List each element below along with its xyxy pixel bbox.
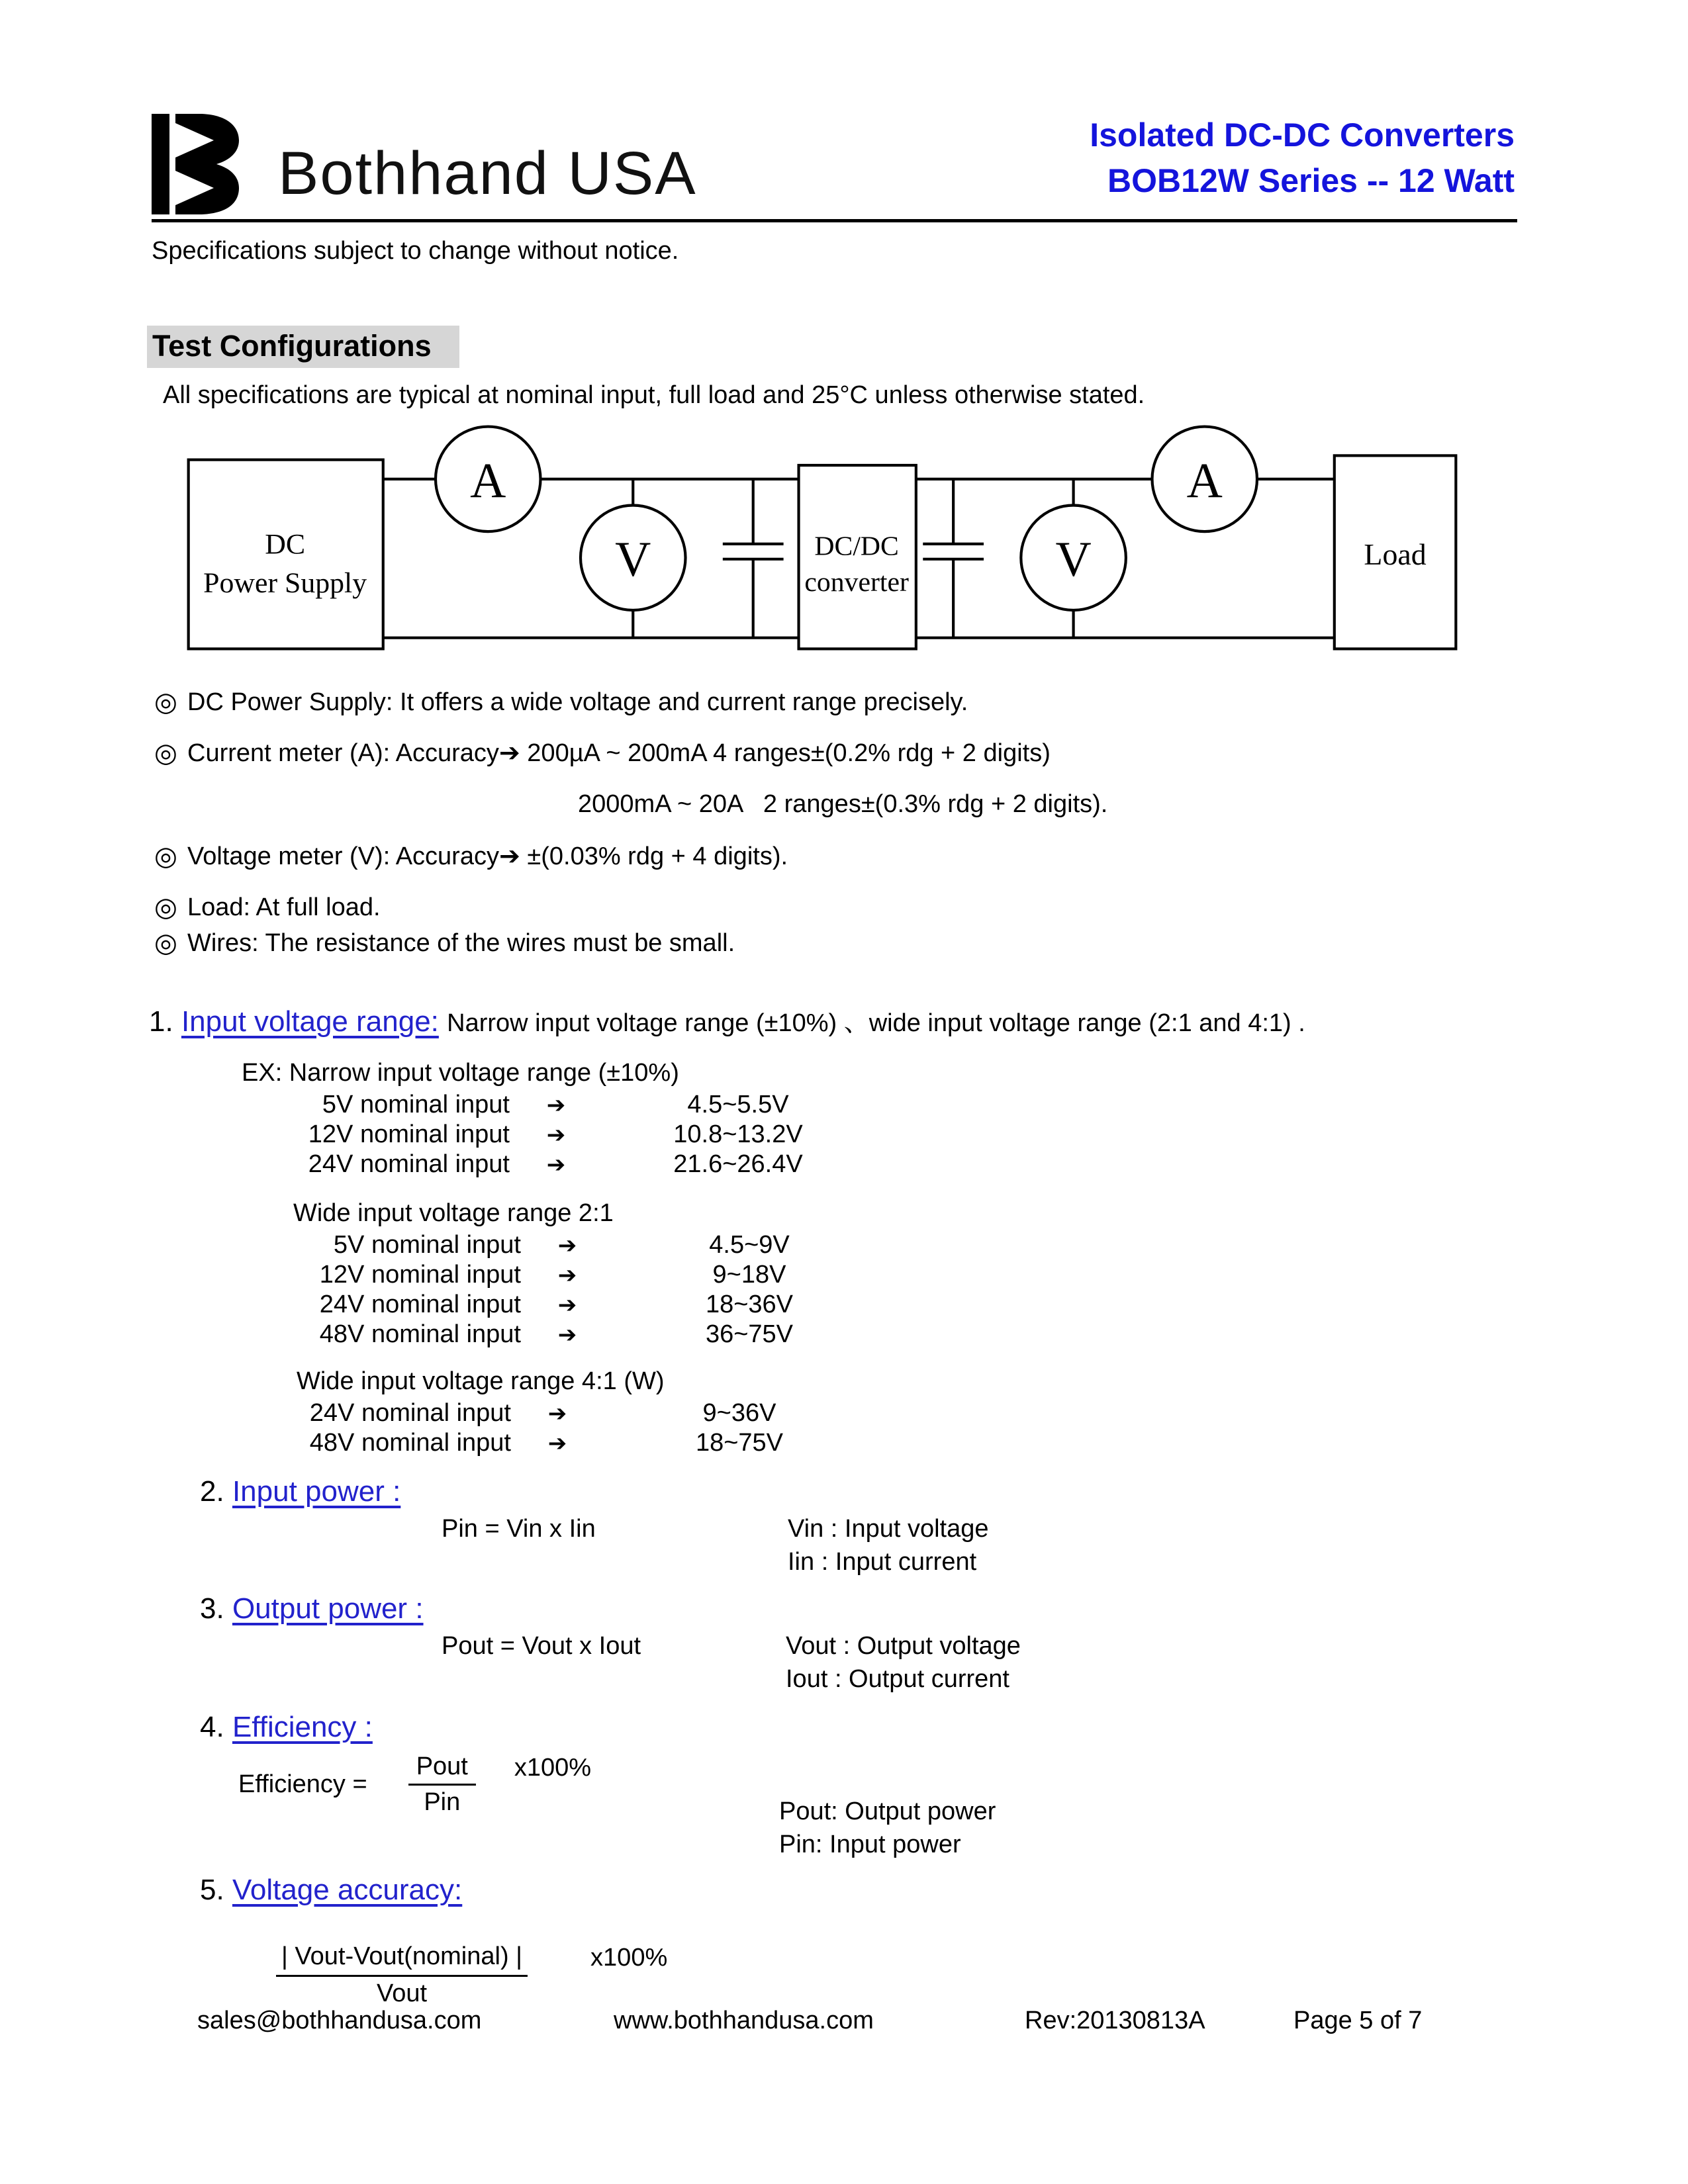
- note-dc-power-supply: ◎ DC Power Supply: It offers a wide voltage and current range precisely.: [154, 686, 1544, 719]
- footer-page-number: Page 5 of 7: [1293, 2007, 1423, 2034]
- note-current-meter-continued: 2000mA ~ 20A 2 ranges±(0.3% rdg + 2 digits).: [578, 790, 1108, 818]
- arrow-icon: ➔: [557, 1322, 577, 1347]
- efficiency-legend: Pout: Output power Pin: Input power: [779, 1797, 996, 1858]
- efficiency-formula: Efficiency = $\frac{\text{Pout}}{\text{Pin}}$ x100%: [238, 1752, 592, 1816]
- note-load: ◎ Load: At full load.: [154, 891, 1544, 924]
- arrow-icon: ➔: [547, 1401, 567, 1426]
- note-voltage-meter: ◎ Voltage meter (V): Accuracy➔ ±(0.03% rdg + 4 digits).: [154, 840, 1544, 873]
- wide-21-table: [150, 1231, 885, 1350]
- bullseye-bullet-icon: ◎: [154, 842, 177, 871]
- footer-revision: Rev:20130813A: [1025, 2007, 1205, 2034]
- fraction: $\frac{\text{| Vout-Vout(nominal) |}}{\text{Vout}}$: [276, 1942, 528, 2008]
- input-power-legend: Vin : Input voltage Iin : Input current: [788, 1515, 989, 1576]
- section-title-test-configurations: Test Configurations: [147, 326, 459, 368]
- section-5-heading: 5. Voltage accuracy:: [200, 1874, 463, 1906]
- input-voltage-range-title: Input voltage range:: [181, 1005, 439, 1038]
- bullseye-bullet-icon: ◎: [154, 688, 177, 717]
- input-power-title: Input power :: [232, 1475, 401, 1508]
- narrow-range-example-title: EX: Narrow input voltage range (±10%): [242, 1059, 679, 1087]
- table-row: 5V nominal input ➔ 4.5~5.5V: [322, 1091, 789, 1118]
- voltage-accuracy-formula: $\frac{\text{| Vout-Vout(nominal) |}}{\text{Vout}}$ x100%: [276, 1942, 667, 2008]
- arrow-icon: ➔: [547, 1431, 567, 1456]
- converter-label-2: converter: [804, 567, 909, 598]
- load-label: Load: [1364, 537, 1427, 572]
- output-power-formula: Pout = Vout x Iout: [442, 1632, 641, 1660]
- note-wires: ◎ Wires: The resistance of the wires must be small.: [154, 927, 1544, 960]
- arrow-icon: ➔: [557, 1233, 577, 1258]
- footer-email: sales@bothhandusa.com: [197, 2007, 482, 2034]
- voltage-accuracy-title: Voltage accuracy:: [232, 1874, 463, 1906]
- footer-website: www.bothhandusa.com: [614, 2007, 874, 2034]
- narrow-range-table: [139, 1091, 874, 1180]
- header-divider: [152, 219, 1517, 222]
- section-3-heading: 3. Output power :: [200, 1592, 424, 1625]
- wide-41-table: [140, 1399, 875, 1459]
- input-capacitor-icon: [723, 479, 784, 638]
- bullseye-bullet-icon: ◎: [154, 739, 177, 768]
- input-voltage-range-description: Narrow input voltage range (±10%) 、wide input voltage range (2:1 and 4:1) .: [447, 1009, 1305, 1037]
- bullseye-bullet-icon: ◎: [154, 929, 177, 958]
- section-4-heading: 4. Efficiency :: [200, 1711, 373, 1743]
- dc-supply-label-1: DC: [265, 528, 306, 561]
- table-row: 24V nominal input ➔ 18~36V: [319, 1291, 794, 1318]
- bullseye-bullet-icon: ◎: [154, 893, 177, 922]
- output-power-title: Output power :: [232, 1592, 424, 1625]
- table-row: 5V nominal input ➔ 4.5~9V: [333, 1231, 790, 1259]
- product-series: BOB12W Series -- 12 Watt: [1107, 162, 1515, 199]
- note-current-meter: ◎ Current meter (A): Accuracy➔ 200µA ~ 200mA 4 ranges±(0.2% rdg + 2 digits): [154, 737, 1544, 770]
- wide-21-table-title: Wide input voltage range 2:1: [293, 1199, 614, 1227]
- output-power-legend: Vout : Output voltage Iout : Output current: [786, 1632, 1021, 1693]
- output-voltmeter-label: V: [1055, 531, 1092, 587]
- table-row: 24V nominal input ➔ 21.6~26.4V: [308, 1150, 803, 1178]
- table-row: 24V nominal input ➔ 9~36V: [309, 1399, 776, 1427]
- arrow-icon: ➔: [557, 1263, 577, 1288]
- table-row: 12V nominal input ➔ 9~18V: [319, 1261, 786, 1289]
- test-conditions-text: All specifications are typical at nominal input, full load and 25°C unless otherwise stated.: [163, 381, 1145, 409]
- spec-change-notice: Specifications subject to change without notice.: [152, 237, 679, 265]
- arrow-icon: ➔: [546, 1093, 566, 1118]
- section-2-heading: 2. Input power :: [200, 1475, 401, 1508]
- arrow-icon: ➔: [546, 1152, 566, 1177]
- section-1-heading: 1. Input voltage range: Narrow input voltage range (±10%) 、wide input voltage range (2:1 and 4:1) .: [149, 1005, 1305, 1038]
- table-row: 48V nominal input ➔ 36~75V: [319, 1320, 794, 1348]
- output-capacitor-icon: [923, 479, 984, 638]
- arrow-icon: ➔: [557, 1293, 577, 1318]
- table-row: 12V nominal input ➔ 10.8~13.2V: [308, 1120, 803, 1148]
- fraction: $\frac{\text{Pout}}{\text{Pin}}$: [408, 1752, 476, 1817]
- test-config-notes: [154, 686, 1544, 978]
- table-row: 48V nominal input ➔ 18~75V: [309, 1429, 784, 1457]
- wide-41-table-title: Wide input voltage range 4:1 (W): [297, 1367, 665, 1395]
- brand-name: Bothhand USA: [278, 140, 697, 207]
- input-voltmeter-label: V: [615, 531, 651, 587]
- bothhand-logo-icon: [152, 114, 264, 214]
- product-family: Isolated DC-DC Converters: [1090, 116, 1515, 154]
- output-ammeter-label: A: [1186, 453, 1223, 508]
- dc-supply-label-2: Power Supply: [203, 567, 367, 599]
- input-power-formula: Pin = Vin x Iin: [442, 1515, 596, 1543]
- test-circuit-diagram: [187, 417, 1458, 659]
- efficiency-title: Efficiency :: [232, 1711, 373, 1743]
- converter-label-1: DC/DC: [814, 531, 899, 562]
- input-ammeter-label: A: [470, 453, 506, 508]
- product-title: [1090, 113, 1515, 204]
- arrow-icon: ➔: [546, 1122, 566, 1148]
